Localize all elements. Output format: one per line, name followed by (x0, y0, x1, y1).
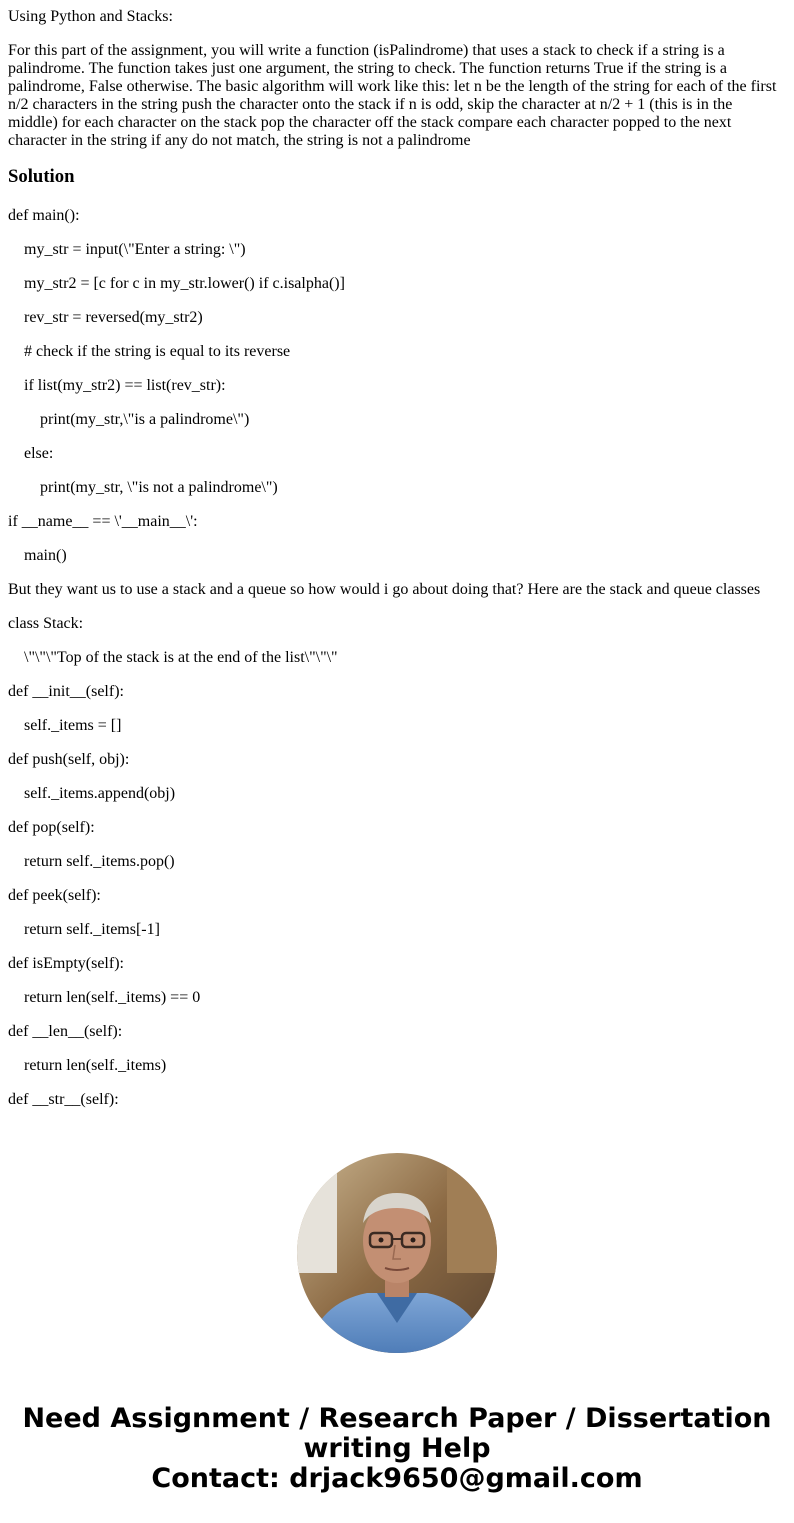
code-line: print(my_str, \"is not a palindrome\") (40, 479, 278, 496)
code-line: def __len__(self): (8, 1023, 123, 1040)
footer-cta (0, 1404, 794, 1494)
code-line: my_str2 = [c for c in my_str.lower() if c.isalpha()] (24, 275, 345, 292)
code-line: self._items.append(obj) (24, 785, 176, 802)
code-line: main() (24, 547, 67, 564)
solution-code (8, 207, 786, 565)
cta-line-1: Need Assignment / Research Paper / Dissertation (22, 1403, 772, 1434)
code-line: self._items = [] (24, 717, 122, 734)
followup-question: But they want us to use a stack and a queue so how would i go about doing that? Here are the stack and queue classes (8, 581, 761, 598)
code-line: if __name__ == \'__main__\': (8, 513, 198, 530)
code-line: return self._items.pop() (24, 853, 175, 870)
code-line: return len(self._items) (24, 1057, 167, 1074)
cta-line-2: writing Help (303, 1433, 491, 1464)
code-line: def __init__(self): (8, 683, 124, 700)
code-line: rev_str = reversed(my_str2) (24, 309, 203, 326)
code-line: else: (24, 445, 54, 462)
code-line: def push(self, obj): (8, 751, 130, 768)
code-line: if list(my_str2) == list(rev_str): (24, 377, 226, 394)
code-line: \"\"\"Top of the stack is at the end of the list\"\"\" (24, 649, 338, 666)
author-avatar (297, 1153, 497, 1353)
code-line: return len(self._items) == 0 (24, 989, 201, 1006)
code-line: def __str__(self): (8, 1091, 119, 1108)
code-line: def main(): (8, 207, 80, 224)
code-line: return self._items[-1] (24, 921, 160, 938)
question-title: Using Python and Stacks: (8, 8, 173, 25)
code-line: def isEmpty(self): (8, 955, 124, 972)
code-line: def pop(self): (8, 819, 95, 836)
question-body: For this part of the assignment, you will write a function (isPalindrome) that uses a stack to check if a string is a palindrome. The function takes just one argument, the string to check. The function returns True if the string is a palindrome, False otherwise. The basic algorithm will work like this: let n be the length of the string for each of the first n/2 characters in the string push the character onto the stack if n is odd, skip the character at n/2 + 1 (this is in the middle) for each character on the stack pop the character off the stack compare each character popped to the next character in the string if any do not match, the string is not a palindrome (8, 42, 777, 149)
solution-heading: Solution (8, 166, 75, 187)
code-line: my_str = input(\"Enter a string: \") (24, 241, 246, 258)
code-line: def peek(self): (8, 887, 101, 904)
code-line: print(my_str,\"is a palindrome\") (40, 411, 250, 428)
code-line: class Stack: (8, 615, 84, 632)
class-code (8, 615, 786, 1109)
code-line: # check if the string is equal to its reverse (24, 343, 291, 360)
cta-contact: Contact: drjack9650@gmail.com (151, 1463, 643, 1494)
